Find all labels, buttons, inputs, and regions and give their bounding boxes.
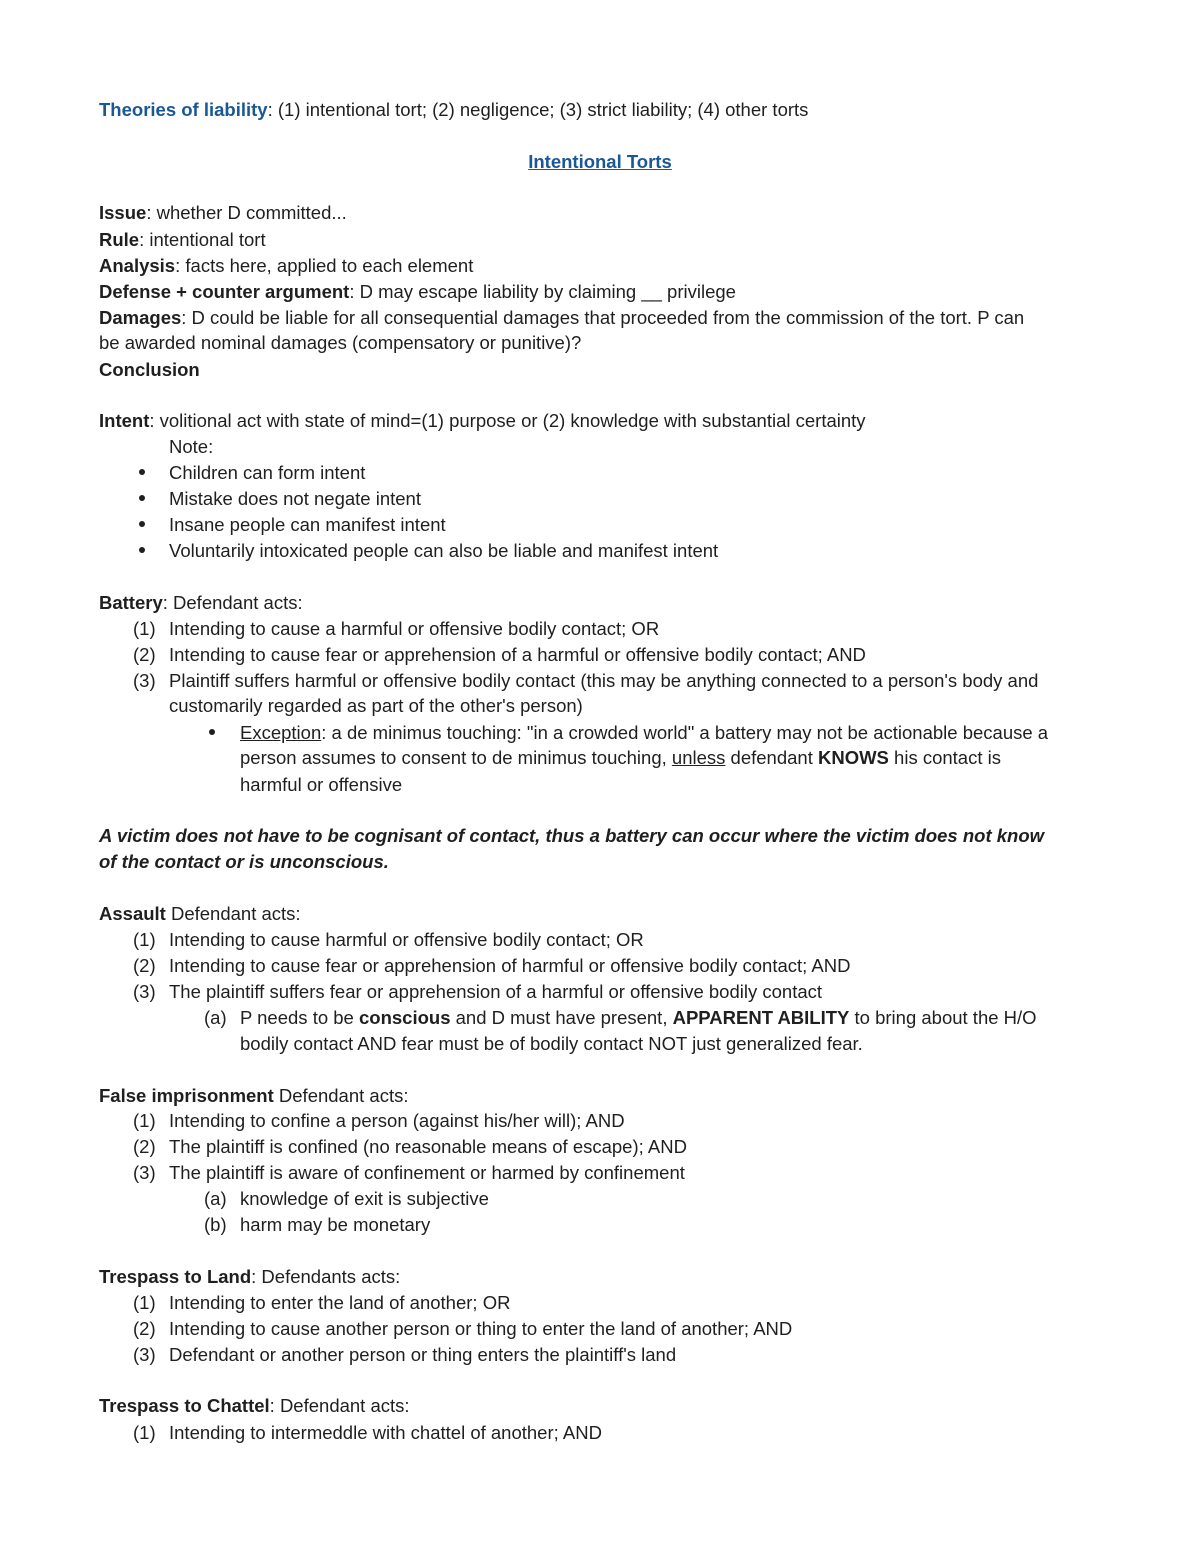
list-letter: (b) [204,1214,227,1235]
list-number: (3) [133,1344,156,1365]
intent-bullet: Mistake does not negate intent [169,488,421,509]
assault-line [99,901,301,927]
list-number: (3) [133,981,156,1002]
false-imprisonment-label: False imprisonment [99,1085,274,1106]
list-number: (1) [133,618,156,639]
defense-text: : D may escape liability by claiming __ privilege [349,281,736,302]
assault-item: Intending to cause harmful or offensive bodily contact; OR [169,929,644,950]
false-imprisonment-text: Defendant acts: [273,1085,409,1106]
battery-item: Intending to cause fear or apprehension of a harmful or offensive bodily contact; AND [169,644,866,665]
false-imprisonment-item: The plaintiff is aware of confinement or harmed by confinement [169,1162,685,1183]
rule-text: : intentional tort [139,229,266,250]
exception-text: : a de minimus touching: "in a crowded world" a battery may not be actionable because a [321,722,1049,743]
bullet-icon [139,547,145,553]
trespass-land-item: Intending to cause another person or thing to enter the land of another; AND [169,1318,793,1339]
exception-line-3: harmful or offensive [240,774,403,795]
list-letter: (a) [204,1007,227,1028]
analysis-text: : facts here, applied to each element [175,255,474,276]
apparent-ability-word: APPARENT ABILITY [672,1007,850,1028]
analysis-label: Analysis [99,255,176,276]
exception-text-2c: his contact is [888,747,1001,768]
defense-label: Defense + counter argument [99,281,350,302]
trespass-land-line [99,1264,400,1290]
assault-label: Assault [99,903,166,924]
rule-label: Rule [99,229,140,250]
irac-conclusion [99,357,200,383]
theories-text: : (1) intentional tort; (2) negligence; (3) strict liability; (4) other torts [267,99,809,120]
theories-label: Theories of liability [99,99,268,120]
bullet-icon [209,729,215,735]
trespass-land-item: Intending to enter the land of another; OR [169,1292,511,1313]
intent-text: : volitional act with state of mind=(1) purpose or (2) knowledge with substantial certainty [149,410,866,431]
list-number: (3) [133,670,156,691]
exception-text-2b: defendant [725,747,818,768]
exception-line-2 [240,745,1001,771]
battery-item-cont: customarily regarded as part of the other's person) [169,695,583,716]
false-imprisonment-item: The plaintiff is confined (no reasonable means of escape); AND [169,1136,687,1157]
damages-text: : D could be liable for all consequential damages that proceeded from the commission of the tort. P can [181,307,1025,328]
intent-bullet: Children can form intent [169,462,366,483]
trespass-land-label: Trespass to Land [99,1266,252,1287]
intent-label: Intent [99,410,150,431]
intent-bullet: Insane people can manifest intent [169,514,446,535]
list-number: (3) [133,1162,156,1183]
exception-line [240,720,1048,746]
assault-item: Intending to cause fear or apprehension of harmful or offensive bodily contact; AND [169,955,851,976]
assault-item: The plaintiff suffers fear or apprehension of a harmful or offensive bodily contact [169,981,823,1002]
exception-text-2a: person assumes to consent to de minimus touching, [240,747,672,768]
assault-sub-item [240,1005,1037,1031]
bullet-icon [139,469,145,475]
false-imprisonment-sub-item: knowledge of exit is subjective [240,1188,489,1209]
list-number: (2) [133,1136,156,1157]
trespass-chattel-line [99,1393,410,1419]
page-title [0,149,1200,175]
list-number: (1) [133,1292,156,1313]
battery-label: Battery [99,592,163,613]
conclusion-label: Conclusion [99,359,200,380]
trespass-chattel-item: Intending to intermeddle with chattel of another; AND [169,1422,602,1443]
trespass-chattel-label: Trespass to Chattel [99,1395,270,1416]
knows-word: KNOWS [817,747,889,768]
trespass-land-item: Defendant or another person or thing enters the plaintiff's land [169,1344,677,1365]
conscious-word: conscious [358,1007,451,1028]
intent-line [99,408,866,434]
damages-text-cont: be awarded nominal damages (compensatory or punitive)? [99,332,582,353]
list-number: (2) [133,955,156,976]
list-number: (1) [133,1422,156,1443]
battery-item: Intending to cause a harmful or offensive bodily contact; OR [169,618,660,639]
cognisance-note: A victim does not have to be cognisant of contact, thus a battery can occur where the victim does not know [99,825,1045,846]
theories-line [99,97,808,123]
assault-sub-item-cont: bodily contact AND fear must be of bodily contact NOT just generalized fear. [240,1033,863,1054]
false-imprisonment-line [99,1083,409,1109]
issue-label: Issue [99,202,147,223]
battery-line [99,590,303,616]
assault-sub-t3: to bring about the H/O [849,1007,1037,1028]
irac-damages-cont [99,330,581,356]
irac-issue [99,200,347,226]
irac-defense [99,279,736,305]
assault-text: Defendant acts: [165,903,301,924]
trespass-chattel-text: : Defendant acts: [269,1395,410,1416]
damages-label: Damages [99,307,182,328]
battery-item: Plaintiff suffers harmful or offensive bodily contact (this may be anything connected to a person's body and [169,670,1039,691]
cognisance-note-cont: of the contact or is unconscious. [99,851,389,872]
unless-word: unless [671,747,726,768]
list-number: (2) [133,1318,156,1339]
list-number: (2) [133,644,156,665]
list-letter: (a) [204,1188,227,1209]
false-imprisonment-sub-item: harm may be monetary [240,1214,431,1235]
intent-bullet: Voluntarily intoxicated people can also be liable and manifest intent [169,540,719,561]
intent-note: Note: [169,436,214,457]
bullet-icon [139,521,145,527]
trespass-land-text: : Defendants acts: [251,1266,401,1287]
heading-intentional-torts: Intentional Torts [528,151,672,172]
false-imprisonment-item: Intending to confine a person (against his/her will); AND [169,1110,625,1131]
bullet-icon [139,495,145,501]
battery-text: : Defendant acts: [162,592,303,613]
irac-rule [99,227,266,253]
issue-text: : whether D committed... [146,202,347,223]
exception-label: Exception [240,722,322,743]
list-number: (1) [133,1110,156,1131]
irac-damages [99,305,1024,331]
irac-analysis [99,253,473,279]
assault-sub-t2: and D must have present, [450,1007,673,1028]
list-number: (1) [133,929,156,950]
assault-sub-t1: P needs to be [240,1007,359,1028]
